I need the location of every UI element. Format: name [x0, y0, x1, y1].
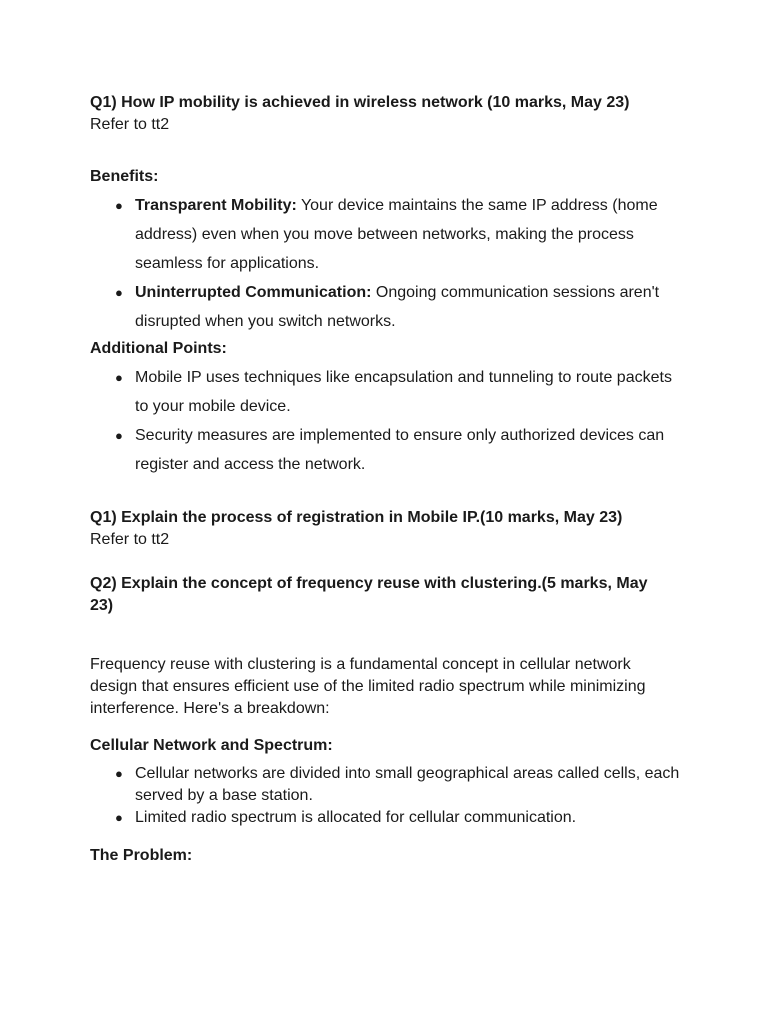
q2-reuse-title: Q2) Explain the concept of frequency reuse with clustering.(5 marks, May 23)	[90, 575, 648, 614]
cellular-heading: Cellular Network and Spectrum:	[90, 737, 333, 754]
cellular-list	[90, 763, 690, 829]
benefits-heading: Benefits:	[90, 168, 159, 185]
benefit-text: Your device maintains the same IP address (home address) even when you move between networks, making the process seamless for applications.	[135, 197, 658, 272]
q1-registration-refer: Refer to tt2	[90, 531, 170, 548]
additional-points-list	[90, 363, 690, 479]
cellular-point-text: Limited radio spectrum is allocated for cellular communication.	[135, 809, 577, 826]
q1-mobility-title: Q1) How IP mobility is achieved in wireless network (10 marks, May 23)	[90, 94, 630, 111]
bullet-icon: ●	[115, 198, 123, 213]
list-item	[90, 278, 680, 336]
q1-registration-title: Q1) Explain the process of registration in Mobile IP.(10 marks, May 23)	[90, 509, 623, 526]
bullet-icon: ●	[115, 428, 123, 443]
benefit-text: Ongoing communication sessions aren't disrupted when you switch networks.	[135, 284, 660, 330]
benefit-label: Uninterrupted Communication:	[135, 284, 372, 301]
q2-reuse-intro: Frequency reuse with clustering is a fundamental concept in cellular network design that ensures efficient use of the limited radio spectrum while minimizing interference. Here's a breakdown:	[90, 656, 646, 717]
document-page	[90, 92, 690, 867]
additional-point-text: Mobile IP uses techniques like encapsulation and tunneling to route packets to your mobile device.	[135, 369, 672, 415]
benefits-list	[90, 191, 690, 336]
bullet-icon: ●	[115, 810, 123, 825]
additional-points-heading: Additional Points:	[90, 340, 227, 357]
list-item	[90, 421, 680, 479]
list-item	[90, 191, 680, 278]
benefit-label: Transparent Mobility:	[135, 197, 297, 214]
problem-heading: The Problem:	[90, 847, 193, 864]
list-item	[90, 363, 680, 421]
bullet-icon: ●	[115, 370, 123, 385]
cellular-point-text: Cellular networks are divided into small geographical areas called cells, each served by a base station.	[135, 765, 680, 804]
bullet-icon: ●	[115, 766, 123, 781]
list-item	[90, 807, 680, 829]
q1-mobility-refer: Refer to tt2	[90, 116, 170, 133]
bullet-icon: ●	[115, 285, 123, 300]
list-item	[90, 763, 680, 807]
additional-point-text: Security measures are implemented to ensure only authorized devices can register and access the network.	[135, 427, 665, 473]
